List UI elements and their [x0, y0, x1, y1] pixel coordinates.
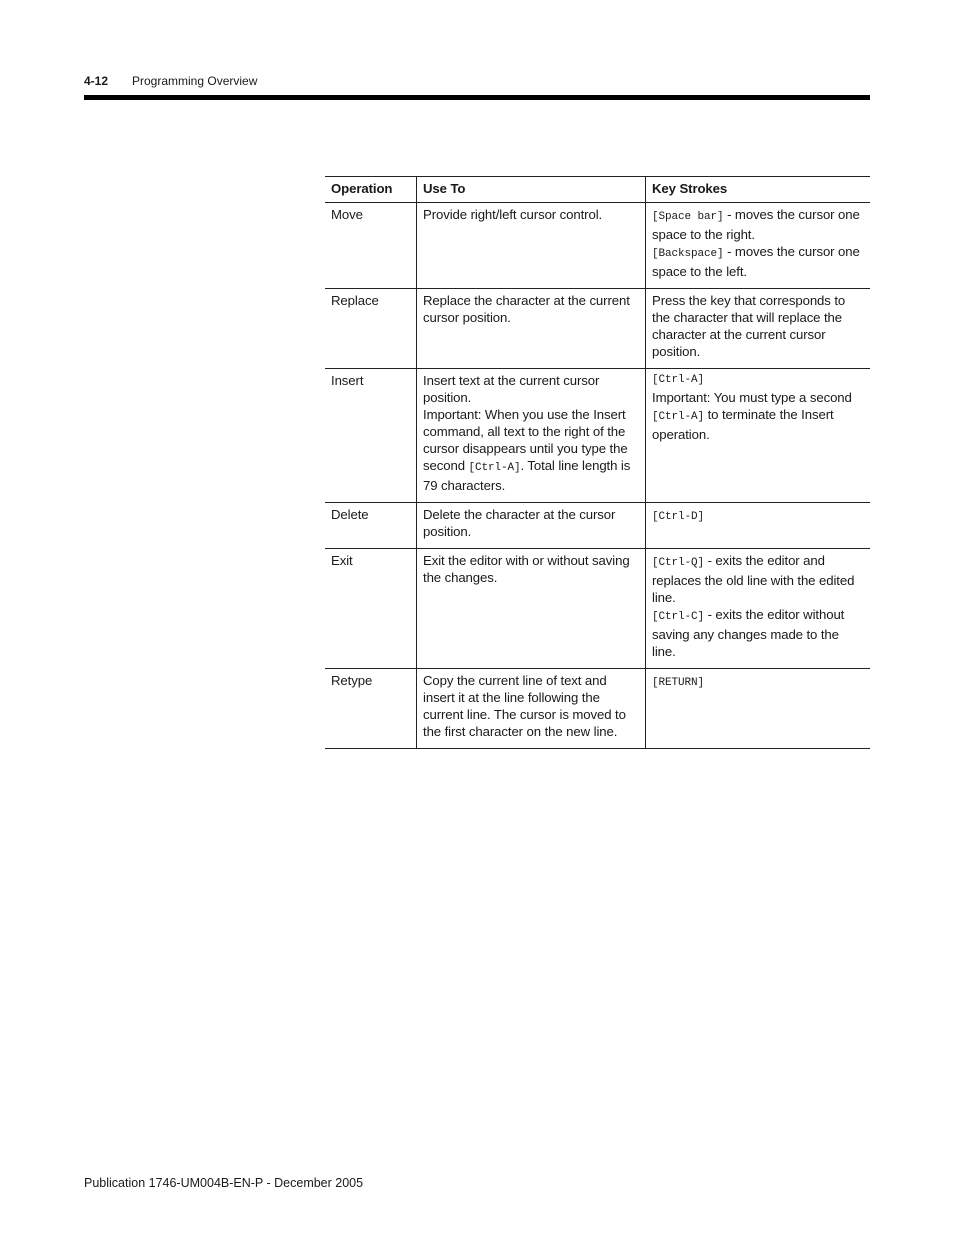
key-code: [Ctrl-A]	[468, 462, 521, 474]
use-to-cell	[417, 203, 646, 289]
key-stroke-line	[652, 243, 864, 280]
table-row	[325, 203, 870, 289]
use-to-cell	[417, 369, 646, 503]
header-use-to: Use To	[417, 177, 646, 203]
key-description: Press the key that corresponds to the character that will replace the character at the current cursor position.	[652, 293, 846, 359]
key-code: [RETURN]	[652, 677, 705, 689]
key-strokes-cell	[646, 669, 871, 749]
use-to-note-end: . Total line length is 79 characters.	[423, 458, 631, 493]
use-to-text: Delete the character at the cursor position.	[423, 507, 616, 539]
table-row	[325, 503, 870, 549]
header-rule	[84, 95, 870, 100]
key-stroke-line	[652, 206, 864, 243]
header-key-strokes: Key Strokes	[646, 177, 871, 203]
publication-footer: Publication 1746-UM004B-EN-P - December 2005	[84, 1176, 364, 1190]
key-stroke-line	[652, 552, 864, 606]
key-strokes-cell	[646, 369, 871, 503]
table-row	[325, 549, 870, 669]
use-to-note: Important: When you use the Insert command, all text to the right of the cursor disappears until you type the second	[423, 407, 628, 473]
key-code: [Backspace]	[652, 248, 724, 260]
key-strokes-cell	[646, 289, 871, 369]
use-to-text: Exit the editor with or without saving the changes.	[423, 553, 630, 585]
key-description: - moves the cursor one space to the left.	[652, 244, 860, 279]
operation-cell: Move	[325, 203, 417, 289]
key-description: to terminate the Insert operation.	[652, 407, 834, 442]
key-description: - exits the editor without saving any changes made to the line.	[652, 607, 845, 659]
use-to-cell	[417, 549, 646, 669]
key-code: [Ctrl-A]	[652, 411, 705, 423]
key-strokes-cell	[646, 503, 871, 549]
use-to-cell	[417, 669, 646, 749]
use-to-cell	[417, 503, 646, 549]
operation-cell: Insert	[325, 369, 417, 503]
table-header-row	[325, 177, 870, 203]
operation-cell: Retype	[325, 669, 417, 749]
operation-cell: Replace	[325, 289, 417, 369]
section-title: Programming Overview	[132, 74, 258, 88]
use-to-text: Copy the current line of text and insert it at the line following the current line. The cursor is moved to the first character on the new line.	[423, 673, 626, 739]
page-number: 4-12	[84, 74, 109, 88]
operation-cell: Exit	[325, 549, 417, 669]
key-note: Important: You must type a second	[652, 390, 852, 405]
key-description: - moves the cursor one space to the right.	[652, 207, 860, 242]
key-strokes-cell	[646, 549, 871, 669]
table-row	[325, 369, 870, 503]
use-to-text: Replace the character at the current cursor position.	[423, 293, 630, 325]
key-description: - exits the editor and replaces the old line with the edited line.	[652, 553, 855, 605]
editor-operations-table	[325, 176, 870, 749]
table-row	[325, 669, 870, 749]
key-strokes-cell	[646, 203, 871, 289]
use-to-text: Provide right/left cursor control.	[423, 207, 603, 222]
key-code: [Space bar]	[652, 211, 724, 223]
header-operation: Operation	[325, 177, 417, 203]
key-code: [Ctrl-Q]	[652, 557, 705, 569]
operation-cell: Delete	[325, 503, 417, 549]
page-header	[84, 72, 870, 90]
key-code: [Ctrl-C]	[652, 611, 705, 623]
table-row	[325, 289, 870, 369]
key-code: [Ctrl-D]	[652, 511, 705, 523]
key-code: [Ctrl-A]	[652, 374, 705, 386]
use-to-text: Insert text at the current cursor position.	[423, 373, 600, 405]
use-to-cell	[417, 289, 646, 369]
key-stroke-line	[652, 606, 864, 660]
